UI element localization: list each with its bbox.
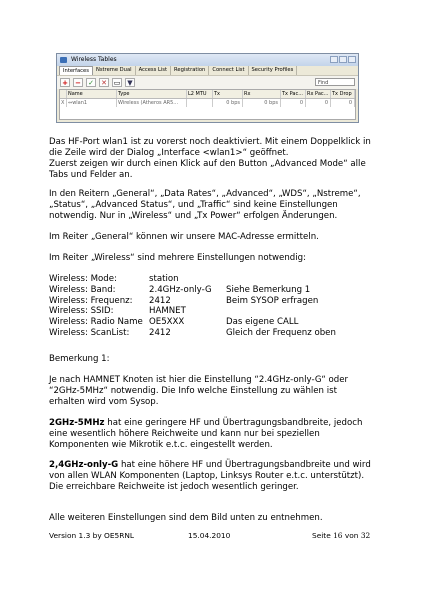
wireless-paragraph: Im Reiter „Wireless“ sind mehrere Einstellungen notwendig: [49,253,306,263]
intro-line-3: Zuerst zeigen wir durch einen Klick auf den Button „Advanced Mode“ alle [49,159,366,169]
ghz24-line-1 [49,460,371,471]
window-titlebar [57,54,358,66]
setting-value: HAMNET [149,306,186,317]
ghz5-line-2: eine wesentlich höhere Reichweite und kann nur bei speziellen [49,429,320,439]
column-header[interactable]: Type [117,90,187,98]
settings-row [49,285,376,296]
bemerkung-title: Bemerkung 1: [49,354,110,364]
plus-icon[interactable]: + [60,78,70,87]
table-cell [187,99,213,107]
column-header[interactable]: Tx Pac... [281,90,306,98]
settings-row [49,274,376,285]
find-input[interactable]: Find [315,78,355,86]
table-header [60,90,355,99]
tabs-line-3: notwendig. Nur in „Wireless“ und „Tx Power“ erfolgen Änderungen. [49,211,338,221]
setting-note: Gleich der Frequenz oben [226,327,336,338]
intro-line-4: Tabs und Felder an. [49,170,133,180]
ghz5-line-1 [49,418,362,429]
tabs-line-2: „Status“, „Advanced Status“, und „Traffic“ sind keine Einstellungen [49,200,338,210]
intro-line-2: die Zeile wird der Dialog „Interface <wlan1>“ geöffnet. [49,148,289,158]
column-header[interactable]: Rx Pac... [306,90,331,98]
tabs-line-1: In den Reitern „General“, „Data Rates“, „Advanced“, „WDS“, „Nstreme“, [49,189,361,199]
window-icon [60,57,67,63]
settings-row [49,296,376,307]
close-icon[interactable] [348,56,356,63]
copy-icon[interactable]: ▭ [113,79,121,87]
table-cell: 0 bps [213,99,243,107]
interface-icon: ⇔ [68,100,73,106]
table-row[interactable] [60,99,355,107]
column-header[interactable]: Rx [243,90,281,98]
ghz5-text: hat eine geringere HF und Übertragungsbandbreite, jedoch [104,418,363,428]
ghz5-label: 2GHz-5MHz [49,418,105,428]
footer-page [312,531,370,541]
setting-note: Beim SYSOP erfragen [226,295,319,306]
table-cell: X [60,99,67,107]
footer-version: Version 1.3 by OE5RNL [49,531,135,540]
ghz24-line-3: Die erreichbare Reichweite ist jedoch wesentlich geringer. [49,482,299,492]
page-total: 32 [360,531,371,540]
general-paragraph: Im Reiter „General“ können wir unsere MAC-Adresse ermitteln. [49,232,319,242]
setting-note [226,306,376,317]
table-cell: 0 [331,99,355,107]
intro-line-1: Das HF-Port wlan1 ist zu vorerst noch deaktiviert. Mit einem Doppelklick in [49,137,371,147]
setting-value: station [149,274,179,284]
ghz24-label: 2,4GHz-only-G [49,460,119,470]
toolbar [57,75,358,89]
interfaces-table [59,89,356,120]
setting-key: Wireless: ScanList: [49,327,130,338]
page-number: 16 [333,531,343,540]
tab-nstreme-dual[interactable]: Nstreme Dual [93,66,136,75]
minimize-icon[interactable] [330,56,338,63]
column-header[interactable]: Name [67,90,117,98]
ghz24-line-2: von allen WLAN Komponenten (Laptop, Linksys Router e.t.c. unterstützt). [49,471,365,481]
bemerkung-line-1: Je nach HAMNET Knoten ist hier die Einstellung “2.4GHz-only-G“ oder [49,375,349,385]
maximize-icon[interactable] [339,56,347,63]
of-label: von [344,531,359,540]
footer-date: 15.04.2010 [188,531,231,540]
x-icon[interactable]: ✕ [99,78,109,87]
tab-security-profiles[interactable]: Security Profiles [249,66,298,75]
bemerkung-line-3: erhalten wird vom Sysop. [49,397,159,407]
column-header[interactable]: Tx [213,90,243,98]
settings-row [49,317,376,328]
outro-paragraph: Alle weiteren Einstellungen sind dem Bild unten zu entnehmen. [49,513,323,523]
tab-access-list[interactable]: Access List [136,66,171,75]
setting-key: Wireless: SSID: [49,306,114,317]
minus-icon[interactable]: − [73,78,83,87]
setting-value: 2.4GHz-only-G [149,284,212,295]
window-title: Wireless Tables [71,56,117,63]
setting-note: Siehe Bemerkung 1 [226,284,311,295]
wireless-tables-window [56,53,359,123]
setting-key: Wireless: Radio Name [49,317,143,328]
table-cell: Wireless (Atheros AR5... [117,99,187,107]
table-cell: 0 [306,99,331,107]
page-label: Seite [312,531,331,540]
table-cell: 0 bps [243,99,281,107]
setting-key: Wireless: Band: [49,284,116,295]
setting-note [226,274,376,285]
column-header[interactable]: L2 MTU [187,90,213,98]
tab-registration[interactable]: Registration [171,66,209,75]
tab-connect-list[interactable]: Connect List [209,66,248,75]
settings-row [49,306,376,317]
settings-row [49,328,376,339]
setting-key: Wireless: Frequenz: [49,295,133,306]
ghz5-line-3: Komponenten wie Mikrotik e.t.c. eingestellt werden. [49,440,273,450]
setting-key: Wireless: Mode: [49,274,117,284]
setting-value: 2412 [149,327,171,338]
setting-value: 2412 [149,295,171,306]
bemerkung-line-2: “2GHz-5MHz“ notwendig. Die Info welche Einstellung zu wählen ist [49,386,337,396]
ghz24-text: hat eine höhere HF und Übertragungsbandbreite und wird [118,460,371,470]
check-icon[interactable]: ✓ [86,78,96,87]
setting-note: Das eigene CALL [226,317,299,328]
settings-table [49,274,376,339]
table-cell [67,99,117,107]
setting-value: OE5XXX [149,317,185,328]
column-header[interactable] [60,90,67,98]
tab-interfaces[interactable]: Interfaces [59,66,93,75]
interface-name: wlan1 [72,100,88,106]
tab-bar [57,66,358,75]
column-header[interactable]: Tx Drop [331,90,355,98]
table-cell: 0 [281,99,306,107]
filter-icon[interactable]: ▼ [125,78,135,87]
